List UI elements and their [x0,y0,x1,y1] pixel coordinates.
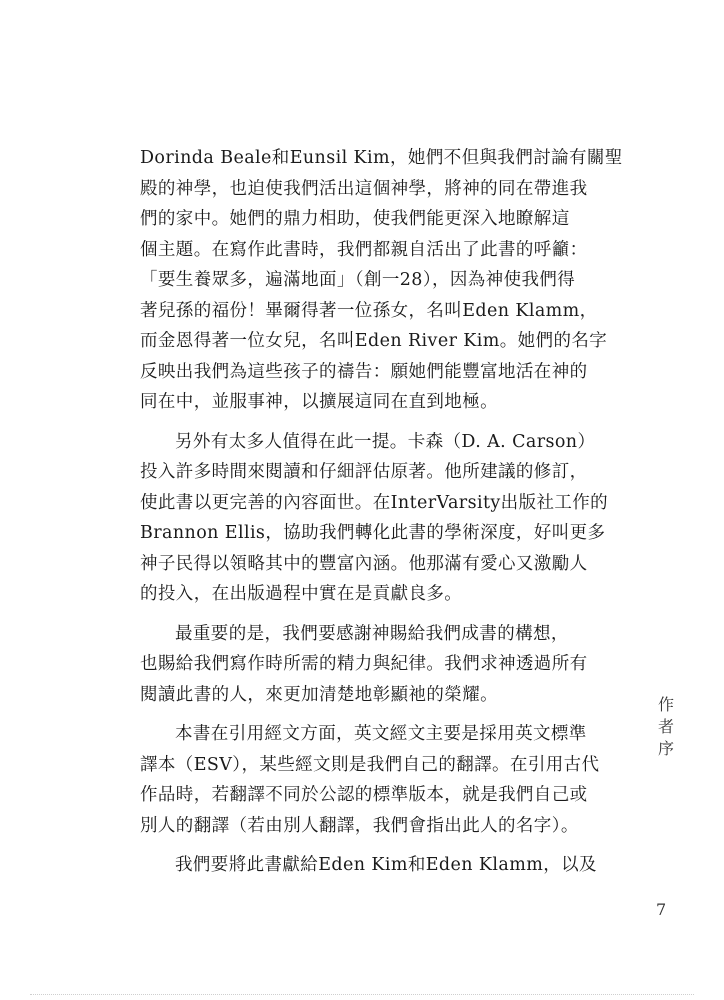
text-line: 別人的翻譯（若由別人翻譯，我們會指出此人的名字）。 [140,815,579,836]
side-title-char: 作 [657,695,674,714]
paragraph-3 [140,619,600,711]
bottom-divider [30,994,694,996]
text-line: 反映出我們為這些孩子的禱告：願她們能豐富地活在神的 [140,361,588,382]
side-title-char: 序 [657,739,674,758]
text-line: 殿的神學，也迫使我們活出這個神學，將神的同在帶進我 [140,178,588,199]
text-line: 也賜給我們寫作時所需的精力與紀律。我們求神透過所有 [140,654,588,674]
text-line: Dorinda Beale和Eunsil Kim，她們不但與我們討論有關聖 [140,148,623,168]
body-text [140,143,623,881]
paragraph-4 [140,719,600,841]
text-line: 著兒孫的福份！畢爾得著一位孫女，名叫Eden Klamm， [140,300,598,321]
paragraph-2 [140,427,609,610]
text-line: 譯本（ESV），某些經文則是我們自己的翻譯。在引用古代 [140,754,600,775]
chapter-side-title [656,694,676,760]
paragraph-1 [140,143,623,418]
text-line: 同在中，並服事神，以擴展這同在直到地極。 [140,392,498,412]
text-line: 另外有太多人值得在此一提。卡森（D. A. Carson） [175,431,596,452]
text-line: 的投入，在出版過程中實在是貢獻良多。 [140,584,463,604]
text-line: 個主題。在寫作此書時，我們都親自活出了此書的呼籲： [140,239,588,260]
text-line: 投入許多時間來閱讀和仔細評估原著。他所建議的修訂， [140,462,588,482]
text-line: 本書在引用經文方面，英文經文主要是採用英文標準 [175,724,587,744]
text-line: 作品時，若翻譯不同於公認的標準版本，就是我們自己或 [140,785,588,805]
text-line: 我們要將此書獻給Eden Kim和Eden Klamm，以及 [175,855,597,875]
text-line: 閱讀此書的人，來更加清楚地彰顯祂的榮耀。 [140,684,498,705]
text-line: 最重要的是，我們要感謝神賜給我們成書的構想， [175,623,569,644]
text-line: 們的家中。她們的鼎力相助，使我們能更深入地瞭解這 [140,209,570,229]
text-line: 神子民得以領略其中的豐富內涵。他那滿有愛心又激勵人 [140,553,588,574]
text-line: Brannon Ellis，協助我們轉化此書的學術深度，好叫更多 [140,523,606,543]
paragraph-5 [140,850,600,881]
page-number: 7 [656,900,667,919]
text-line: 「要生養眾多，遍滿地面」（創一28），因為神使我們得 [140,270,576,290]
text-line: 而金恩得著一位女兒，名叫Eden River Kim。她們的名字 [140,331,608,351]
side-title-char: 者 [657,717,674,736]
text-line: 使此書以更完善的內容面世。在InterVarsity出版社工作的 [140,492,609,513]
